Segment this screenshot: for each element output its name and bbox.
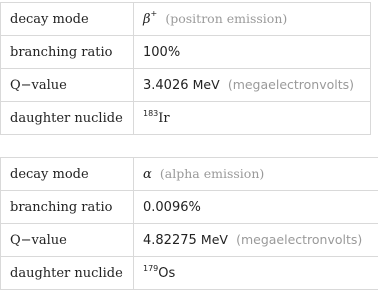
q-value-unit: MeV: [192, 77, 220, 92]
daughter-nuclide-value: [134, 102, 371, 135]
daughter-nuclide-label: daughter nuclide: [1, 102, 134, 135]
q-value-note: (megaelectronvolts): [236, 232, 363, 247]
decay-mode-symbol-sup: +: [150, 9, 158, 18]
decay-mode-note: (positron emission): [165, 11, 288, 26]
table-row-branching-ratio: [1, 36, 371, 69]
decay-mode-value: [134, 158, 378, 191]
table-row-branching-ratio: [1, 191, 378, 224]
decay-mode-label: decay mode: [1, 158, 134, 191]
q-value-label: Q−value: [1, 224, 134, 257]
decay-mode-symbol: β: [143, 12, 151, 27]
table-row-decay-mode: [1, 158, 378, 191]
decay-table-alpha: [0, 157, 378, 290]
q-value-note: (megaelectronvolts): [227, 77, 355, 92]
table-row-decay-mode: [1, 3, 371, 36]
daughter-nuclide-value: [134, 257, 378, 290]
decay-mode-value: [134, 3, 371, 36]
daughter-element-symbol: Os: [158, 265, 176, 281]
decay-mode-symbol: α: [143, 167, 152, 182]
daughter-mass-number: 179: [143, 263, 159, 273]
q-value-value: [134, 69, 371, 102]
q-value-value: [134, 224, 378, 257]
q-value-number: 3.4026: [143, 78, 189, 93]
decay-table-positron: [0, 2, 371, 135]
branching-ratio-value: 100%: [134, 36, 371, 69]
q-value-number: 4.82275: [143, 233, 197, 248]
daughter-element-symbol: Ir: [158, 110, 170, 126]
table-row-daughter-nuclide: [1, 102, 371, 135]
daughter-nuclide-label: daughter nuclide: [1, 257, 134, 290]
q-value-label: Q−value: [1, 69, 134, 102]
daughter-mass-number: 183: [143, 108, 159, 118]
table-row-q-value: [1, 69, 371, 102]
table-row-q-value: [1, 224, 378, 257]
branching-ratio-label: branching ratio: [1, 36, 134, 69]
decay-mode-note: (alpha emission): [159, 166, 265, 181]
table-row-daughter-nuclide: [1, 257, 378, 290]
branching-ratio-value: 0.0096%: [134, 191, 378, 224]
decay-mode-label: decay mode: [1, 3, 134, 36]
q-value-unit: MeV: [200, 232, 228, 247]
branching-ratio-label: branching ratio: [1, 191, 134, 224]
